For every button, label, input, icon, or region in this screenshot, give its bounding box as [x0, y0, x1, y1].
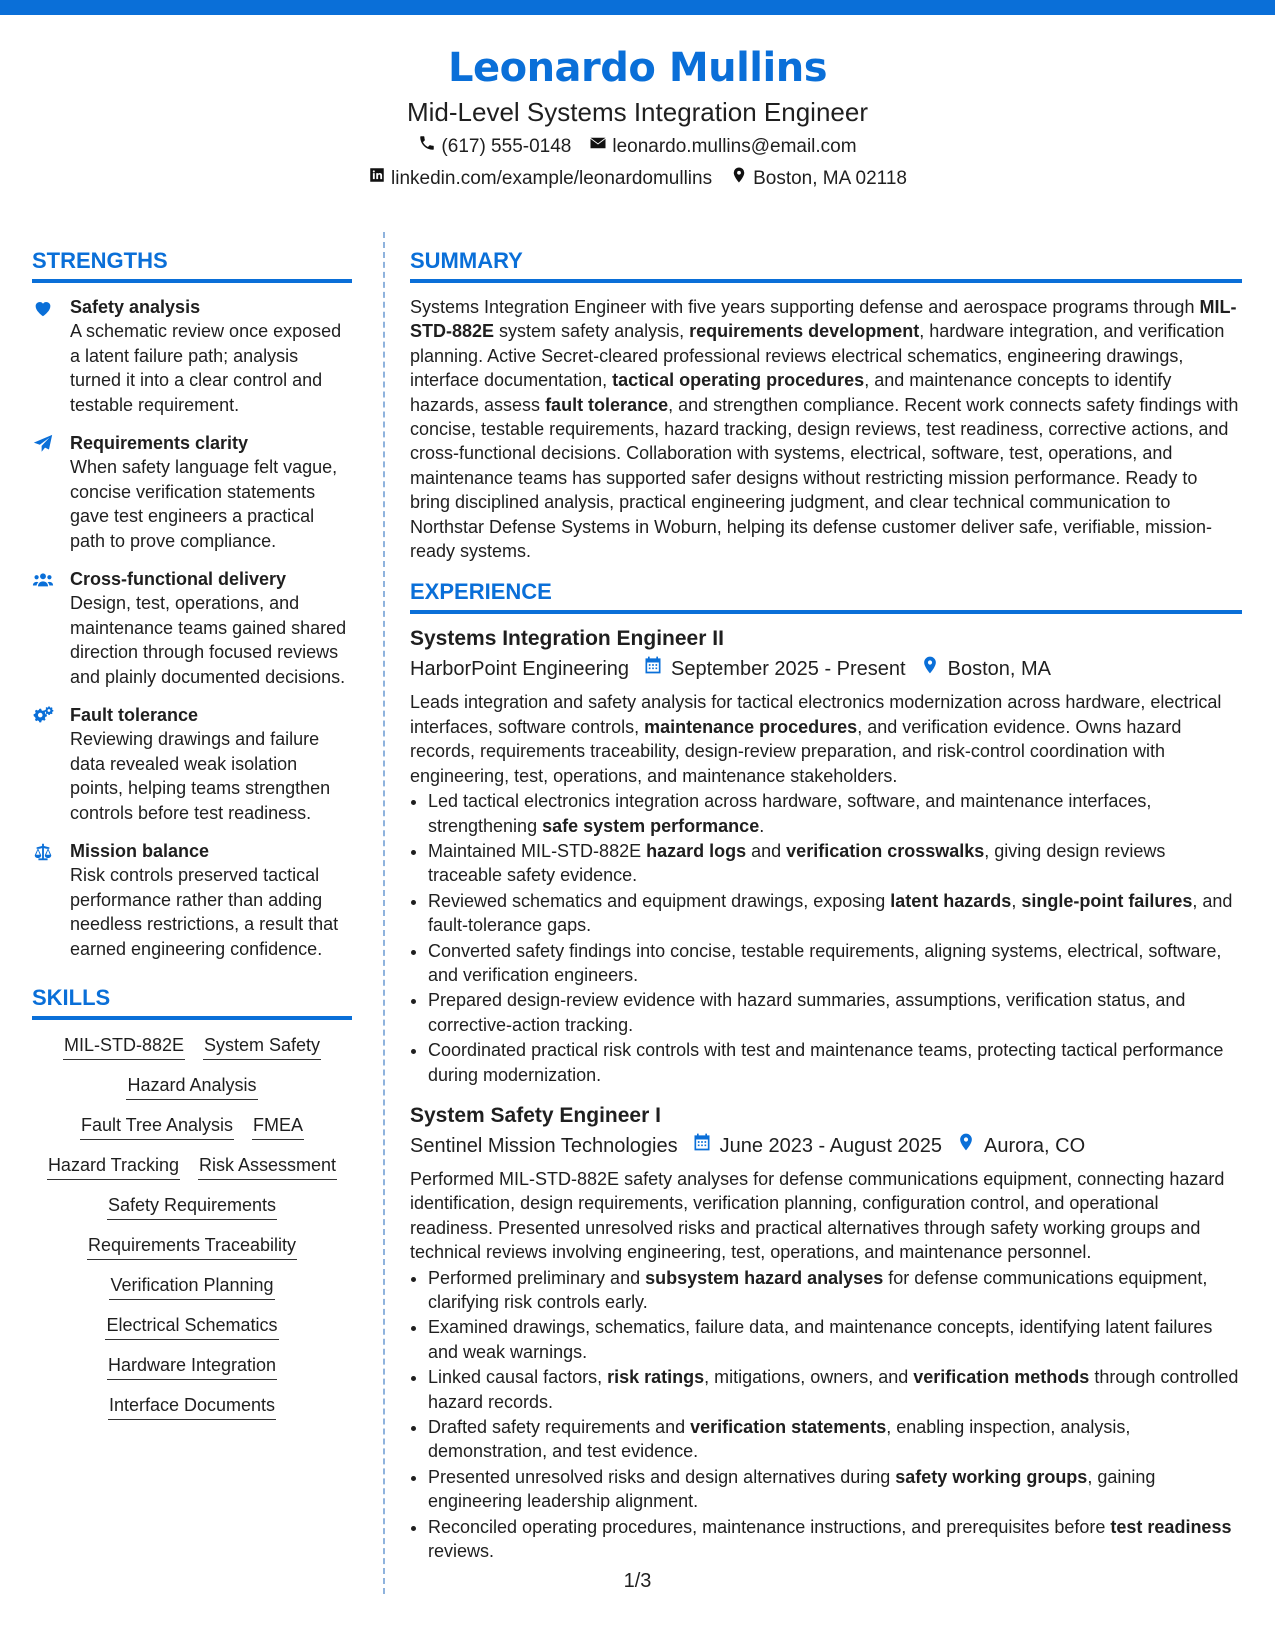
column-divider	[383, 232, 385, 1594]
job-entry	[410, 1101, 1242, 1564]
resume-header	[0, 42, 1275, 194]
skill-tag: Risk Assessment	[198, 1152, 337, 1180]
skill-row	[32, 1392, 352, 1420]
heart-icon	[32, 295, 70, 417]
text-span: through controlled hazard records.	[428, 1367, 1239, 1412]
text-span: , giving design reviews traceable safety evidence.	[428, 840, 1166, 886]
job-location	[920, 654, 1051, 684]
skill-row	[32, 1232, 352, 1260]
text-span: reviews.	[428, 1541, 495, 1562]
job-bullets	[410, 789, 1242, 1087]
bullet-item	[428, 988, 1242, 1037]
bold-text: hazard logs	[646, 840, 747, 861]
email-contact[interactable]	[589, 132, 856, 162]
bullet-item	[428, 789, 1242, 838]
bold-text: verification methods	[913, 1367, 1090, 1388]
bold-text: maintenance procedures	[644, 716, 858, 737]
strength-body	[70, 567, 352, 689]
strength-body	[70, 839, 352, 961]
skill-row	[32, 1152, 352, 1180]
strength-item	[32, 839, 352, 961]
candidate-name: Leonardo Mullins	[447, 45, 828, 91]
bullet-item	[428, 1365, 1242, 1414]
map-pin-icon	[920, 654, 940, 684]
text-span: Leads integration and safety analysis for tactical electronics modernization across hardware, electrical interfaces, software controls,	[410, 692, 1222, 737]
company-name: HarborPoint Engineering	[410, 658, 630, 681]
skill-row	[32, 1312, 352, 1340]
strength-description: Design, test, operations, and maintenance teams gained shared direction through focused reviews and plainly documented decisions.	[70, 593, 347, 687]
text-span: Reconciled operating procedures, maintenance instructions, and prerequisites before	[428, 1516, 1111, 1537]
location-text: Aurora, CO	[983, 1134, 1086, 1157]
bold-text: fault tolerance	[545, 394, 669, 415]
envelope-icon	[589, 132, 607, 162]
strength-name: Mission balance	[70, 841, 210, 861]
bold-text: tactical operating procedures	[612, 370, 865, 391]
location-text: Boston, MA 02118	[753, 168, 907, 189]
text-span: , gaining engineering leadership alignment.	[428, 1466, 1156, 1512]
bullet-item	[428, 1266, 1242, 1315]
map-pin-icon	[956, 1131, 976, 1161]
contact-row-2	[0, 164, 1275, 194]
phone-icon	[418, 132, 436, 162]
skill-tag: Electrical Schematics	[105, 1312, 278, 1340]
text-span: Examined drawings, schematics, failure data, and maintenance concepts, identifying latent failures and weak warnings.	[428, 1317, 1213, 1362]
text-span: Maintained MIL-STD-882E	[428, 840, 647, 861]
text-span: Reviewed schematics and equipment drawings, exposing	[428, 890, 891, 911]
dates-text: September 2025 - Present	[671, 658, 906, 681]
skill-tag: Interface Documents	[108, 1392, 276, 1420]
job-location	[956, 1131, 1085, 1161]
bold-text: risk ratings	[607, 1367, 705, 1388]
bullet-item	[428, 889, 1242, 938]
skill-row	[32, 1072, 352, 1100]
skills-heading: SKILLS	[32, 983, 352, 1020]
strength-name: Cross-functional delivery	[70, 569, 287, 589]
summary-heading: SUMMARY	[410, 246, 1242, 283]
page-number: 1/3	[623, 1570, 652, 1592]
skill-tag: Hardware Integration	[107, 1352, 277, 1380]
job-description	[410, 690, 1242, 788]
strength-body	[70, 295, 352, 417]
text-span: Converted safety findings into concise, testable requirements, aligning systems, electrical, software, and verification engineers.	[428, 940, 1222, 985]
job-title: System Safety Engineer I	[410, 1103, 661, 1127]
text-span: Performed MIL-STD-882E safety analyses for defense communications equipment, connecting hazard identification, design requirements, verification planning, configuration control, and operational readiness. Presented unresolved risks and practical alternatives through safety working groups and technical reviews involving engineering, test, operations, and maintenance personnel.	[410, 1168, 1225, 1263]
bullet-item	[428, 1415, 1242, 1464]
gears-icon	[32, 703, 70, 825]
map-pin-icon	[730, 164, 748, 194]
jobs-list	[410, 624, 1242, 1563]
strength-name: Safety analysis	[70, 297, 201, 317]
dates-text: June 2023 - August 2025	[719, 1134, 942, 1157]
strength-name: Requirements clarity	[70, 433, 249, 453]
skill-tag: Requirements Traceability	[87, 1232, 297, 1260]
linkedin-text[interactable]: linkedin.com/example/leonardomullins	[391, 168, 713, 189]
text-span: , and strengthen compliance. Recent work connects safety findings with concise, testable requirements, hazard tracking, design reviews, test readiness, corrective actions, and cross-functional decisions. Collaboration with systems, electrical, software, test, operations, and maintenance teams has supported safer designs without restricting mission performance. Ready to bring disciplined analysis, practical engineering judgment, and clear technical communication to Northstar Defense Systems in Woburn, helping its defense customer deliver safe, verifiable, mission-ready systems.	[410, 394, 1239, 562]
scale-icon	[32, 839, 70, 961]
strength-body	[70, 431, 352, 553]
bold-text: MIL-STD-882E	[410, 297, 1237, 342]
skill-row	[32, 1112, 352, 1140]
strength-description: A schematic review once exposed a latent failure path; analysis turned it into a clear control and testable requirement.	[70, 321, 342, 415]
users-icon	[32, 567, 70, 689]
skill-tag: FMEA	[252, 1112, 304, 1140]
bold-text: single-point failures	[1021, 890, 1193, 911]
phone-text: (617) 555-0148	[441, 136, 572, 157]
bold-text: verification statements	[690, 1417, 887, 1438]
skill-tag: Safety Requirements	[107, 1192, 277, 1220]
bullet-item	[428, 1315, 1242, 1364]
company-name: Sentinel Mission Technologies	[410, 1134, 678, 1157]
job-entry	[410, 624, 1242, 1087]
text-span: system safety analysis,	[494, 321, 690, 342]
text-span: , hardware integration, and verification planning. Active Secret-cleared professional reviews electrical schematics, engineering drawings, interface documentation,	[410, 321, 1225, 391]
text-span: Systems Integration Engineer with five years supporting defense and aerospace programs through	[410, 297, 1200, 317]
paper-plane-icon	[32, 431, 70, 553]
bold-text: subsystem hazard analyses	[645, 1267, 884, 1288]
bullet-item	[428, 1515, 1242, 1564]
skill-tag: Hazard Tracking	[47, 1152, 180, 1180]
email-text[interactable]: leonardo.mullins@email.com	[612, 136, 857, 157]
strengths-list	[32, 295, 352, 961]
bullet-item	[428, 1465, 1242, 1514]
strength-description: Risk controls preserved tactical performance rather than adding needless restrictions, a result that earned engineering confidence.	[70, 865, 339, 959]
text-span: Prepared design-review evidence with hazard summaries, assumptions, verification status, and corrective-action tracking.	[428, 990, 1186, 1035]
left-column	[32, 246, 352, 1420]
bold-text: verification crosswalks	[786, 840, 985, 861]
bullet-item	[428, 839, 1242, 888]
job-meta	[410, 1131, 1242, 1161]
text-span: , mitigations, owners, and	[704, 1367, 914, 1388]
location-contact	[730, 164, 907, 194]
top-accent-bar	[0, 0, 1275, 15]
calendar-icon	[643, 654, 663, 684]
skill-row	[32, 1192, 352, 1220]
linkedin-icon	[368, 164, 386, 194]
text-span: , and verification evidence. Owns hazard records, requirements traceability, design-review preparation, and risk-control coordination with engineering, test, operations, and maintenance stakeholders.	[410, 716, 1182, 786]
strength-description: Reviewing drawings and failure data revealed weak isolation points, helping teams strengthen controls before test readiness.	[70, 729, 331, 823]
summary-text	[410, 295, 1242, 563]
text-span: , enabling inspection, analysis, demonstration, and test evidence.	[428, 1417, 1131, 1462]
skills-list	[32, 1032, 352, 1420]
strength-item	[32, 567, 352, 689]
bold-text: safety working groups	[895, 1466, 1088, 1487]
linkedin-contact[interactable]	[368, 164, 712, 194]
location-text: Boston, MA	[947, 658, 1052, 681]
text-span: Led tactical electronics integration across hardware, software, and maintenance interfaces, strengthening	[428, 791, 1152, 836]
bold-text: latent hazards	[890, 890, 1012, 911]
job-description	[410, 1167, 1242, 1265]
job-bullets	[410, 1266, 1242, 1564]
text-span: Presented unresolved risks and design alternatives during	[428, 1466, 896, 1487]
bold-text: safe system performance	[542, 815, 760, 836]
skill-tag: Hazard Analysis	[126, 1072, 257, 1100]
calendar-icon	[692, 1131, 712, 1161]
experience-heading: EXPERIENCE	[410, 577, 1242, 614]
text-span: ,	[1011, 890, 1022, 911]
bullet-item	[428, 939, 1242, 988]
skill-row	[32, 1352, 352, 1380]
skill-tag: Verification Planning	[109, 1272, 274, 1300]
job-dates	[692, 1131, 942, 1161]
skill-tag: System Safety	[203, 1032, 321, 1060]
skill-row	[32, 1032, 352, 1060]
text-span: and	[746, 840, 787, 861]
text-span: .	[759, 815, 765, 836]
strengths-heading: STRENGTHS	[32, 246, 352, 283]
strength-item	[32, 703, 352, 825]
job-title: Systems Integration Engineer II	[410, 627, 724, 651]
contact-row-1	[0, 132, 1275, 162]
text-span: Coordinated practical risk controls with test and maintenance teams, protecting tactical performance during modernization.	[428, 1040, 1224, 1085]
skill-tag: MIL-STD-882E	[63, 1032, 185, 1060]
skill-tag: Fault Tree Analysis	[80, 1112, 234, 1140]
text-span: , and fault-tolerance gaps.	[428, 890, 1233, 936]
right-column	[410, 246, 1242, 1563]
text-span: for defense communications equipment, clarifying risk controls early.	[428, 1267, 1208, 1312]
strength-item	[32, 431, 352, 553]
job-meta	[410, 654, 1242, 684]
phone-contact	[418, 132, 571, 162]
text-span: Performed preliminary and	[428, 1267, 646, 1288]
bold-text: requirements development	[689, 321, 920, 342]
candidate-title: Mid-Level Systems Integration Engineer	[406, 97, 868, 127]
text-span: Drafted safety requirements and	[428, 1417, 691, 1438]
job-dates	[643, 654, 906, 684]
strength-description: When safety language felt vague, concise verification statements gave test engineers a practical path to prove compliance.	[70, 457, 338, 551]
text-span: , and maintenance concepts to identify hazards, assess	[410, 370, 1172, 415]
strength-name: Fault tolerance	[70, 705, 199, 725]
text-span: Linked causal factors,	[428, 1367, 608, 1388]
bold-text: test readiness	[1110, 1516, 1232, 1537]
bullet-item	[428, 1038, 1242, 1087]
skill-row	[32, 1272, 352, 1300]
strength-item	[32, 295, 352, 417]
strength-body	[70, 703, 352, 825]
